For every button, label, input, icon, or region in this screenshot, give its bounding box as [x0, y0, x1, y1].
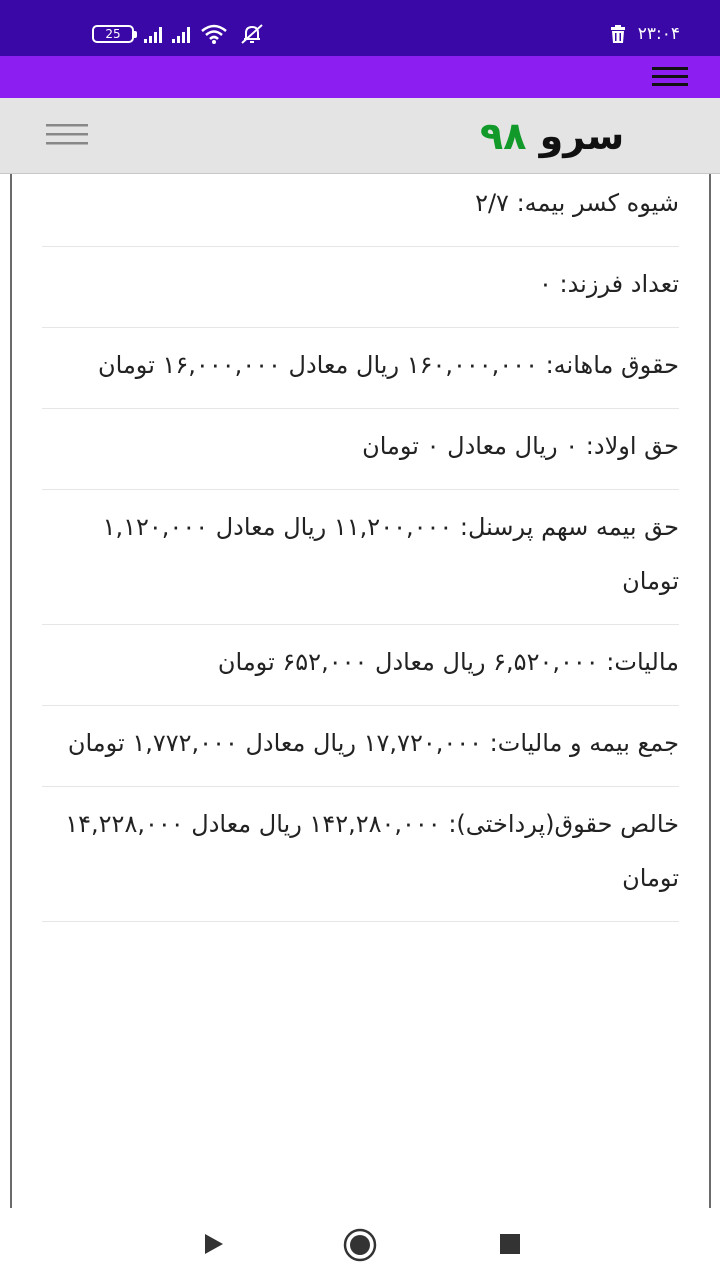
list-item: حقوق ماهانه: ۱۶۰,۰۰۰,۰۰۰ ریال معادل ۱۶,۰۰۰,۰۰۰ تومان	[42, 328, 679, 409]
battery-level: 25	[105, 27, 121, 41]
app-bar	[0, 56, 720, 98]
signal-icon-secondary	[172, 25, 190, 43]
list-item: حق اولاد: ۰ ریال معادل ۰ تومان	[42, 409, 679, 490]
site-logo[interactable]	[480, 112, 624, 160]
menu-icon[interactable]	[652, 65, 688, 89]
logo-word: سرو	[539, 114, 625, 158]
wifi-icon	[200, 23, 228, 45]
notifications-off-icon	[238, 23, 266, 45]
list-item: مالیات: ۶,۵۲۰,۰۰۰ ریال معادل ۶۵۲,۰۰۰ تومان	[42, 625, 679, 706]
list-item: خالص حقوق(پرداختی): ۱۴۲,۲۸۰,۰۰۰ ریال معادل ۱۴,۲۲۸,۰۰۰ تومان	[42, 787, 679, 922]
status-bar	[0, 0, 720, 56]
hamburger-icon[interactable]	[46, 122, 88, 148]
list-item: تعداد فرزند: ۰	[42, 247, 679, 328]
list-item: جمع بیمه و مالیات: ۱۷,۷۲۰,۰۰۰ ریال معادل ۱,۷۷۲,۰۰۰ تومان	[42, 706, 679, 787]
signal-icon	[144, 25, 162, 43]
salary-details[interactable]	[10, 174, 711, 1208]
battery-icon	[92, 25, 134, 43]
home-icon[interactable]	[343, 1228, 377, 1262]
trash-icon	[608, 24, 628, 44]
site-header	[0, 98, 720, 174]
status-icons-left	[92, 20, 266, 48]
status-icons-right	[608, 20, 680, 48]
recents-icon[interactable]	[500, 1234, 520, 1254]
list-item: شیوه کسر بیمه: ۲/۷	[42, 174, 679, 247]
list-item: حق بیمه سهم پرسنل: ۱۱,۲۰۰,۰۰۰ ریال معادل ۱,۱۲۰,۰۰۰ تومان	[42, 490, 679, 625]
logo-number: ۹۸	[480, 114, 527, 158]
back-icon[interactable]	[202, 1232, 226, 1256]
status-time: ۲۳:۰۴	[637, 24, 680, 44]
navigation-bar	[0, 1208, 720, 1280]
